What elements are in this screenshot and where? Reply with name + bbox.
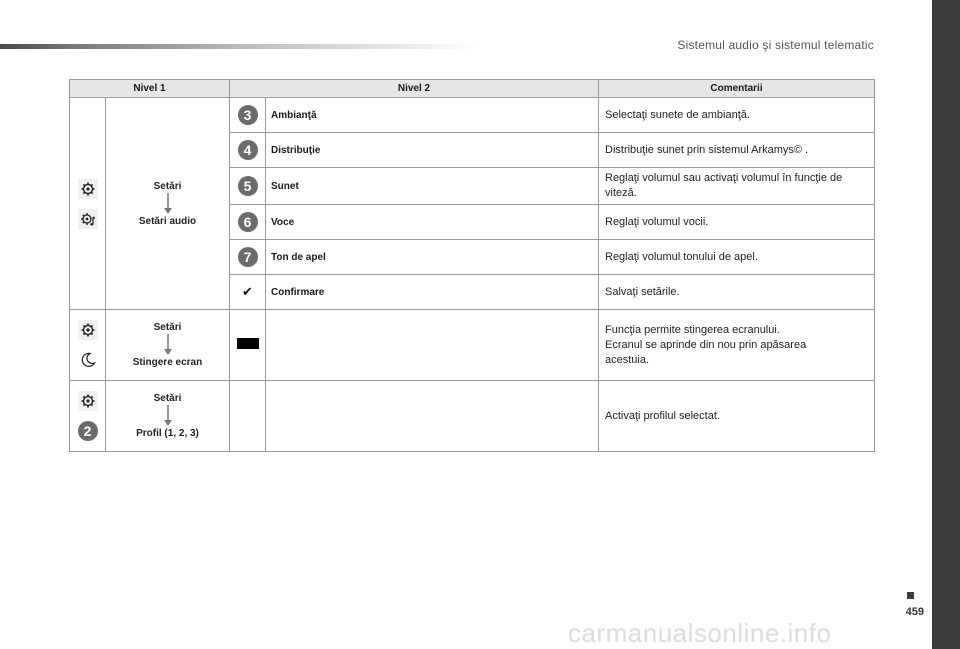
badge-6-icon: 6 (238, 212, 258, 232)
gear-icon (78, 391, 98, 411)
level2-voce: Voce (266, 205, 599, 240)
header-level2: Nivel 2 (230, 80, 599, 98)
level2-empty (266, 310, 599, 381)
comment-profile: Activaţi profilul selectat. (599, 381, 875, 452)
screen-level1-cell (106, 310, 230, 381)
table-header-row (70, 80, 875, 98)
audio-level1-cell (106, 98, 230, 310)
gear-icon (78, 179, 98, 199)
level2-ton-de-apel: Ton de apel (266, 240, 599, 275)
level1-audio-label: Setări audio (138, 215, 197, 227)
header-comments: Comentarii (599, 80, 875, 98)
moon-icon (78, 350, 98, 370)
screen-off-icon (237, 338, 259, 349)
badge-7-icon: 7 (238, 247, 258, 267)
comment-ambianta: Selectaţi sunete de ambianţă. (599, 98, 875, 133)
table-row (70, 310, 875, 381)
comment-sunet: Reglaţi volumul sau activaţi volumul în funcţie de viteză. (599, 168, 875, 205)
badge-3-icon: 3 (238, 105, 258, 125)
badge-empty (230, 381, 266, 452)
level1-settings-label: Setări (153, 322, 182, 333)
settings-table (69, 79, 875, 452)
level2-confirmare: Confirmare (266, 275, 599, 310)
level1-settings-label: Setări (153, 393, 182, 404)
arrow-down-icon (163, 405, 173, 427)
level2-sunet: Sunet (266, 168, 599, 205)
level1-settings-label: Setări (153, 180, 182, 192)
comment-confirmare: Salvaţi setările. (599, 275, 875, 310)
comment-distributie: Distribuţie sunet prin sistemul Arkamys© . (599, 133, 875, 168)
comment-screen-off: Funcţia permite stingerea ecranului. Ecranul se aprinde din nou prin apăsarea acestuia. (599, 310, 875, 381)
level1-profile-label: Profil (1, 2, 3) (136, 428, 199, 439)
checkmark-icon: ✔ (242, 284, 253, 299)
side-bar (932, 0, 960, 649)
page-number: 459 (905, 606, 924, 618)
gear-music-icon (78, 209, 98, 229)
level2-distributie: Distribuţie (266, 133, 599, 168)
watermark: carmanualsonline.info (568, 618, 832, 648)
badge-2-icon: 2 (78, 421, 98, 441)
comment-ton-de-apel: Reglaţi volumul tonului de apel. (599, 240, 875, 275)
header-gradient-bar (0, 44, 480, 49)
comment-voce: Reglaţi volumul vocii. (599, 205, 875, 240)
level1-screen-off-label: Stingere ecran (132, 357, 203, 368)
page-marker (907, 592, 914, 599)
badge-5-icon: 5 (238, 176, 258, 196)
badge-4-icon: 4 (238, 140, 258, 160)
arrow-down-icon (163, 334, 173, 356)
level2-empty (266, 381, 599, 452)
profile-level1-cell (106, 381, 230, 452)
profile-icons-cell (70, 381, 106, 452)
arrow-down-icon (163, 193, 173, 215)
audio-icons-cell (70, 98, 106, 310)
table-row (70, 381, 875, 452)
table-row (70, 98, 875, 133)
page-header-title: Sistemul audio şi sistemul telematic (677, 38, 874, 52)
header-level1: Nivel 1 (70, 80, 230, 98)
screen-icons-cell (70, 310, 106, 381)
level2-ambianta: Ambianţă (266, 98, 599, 133)
gear-icon (78, 320, 98, 340)
